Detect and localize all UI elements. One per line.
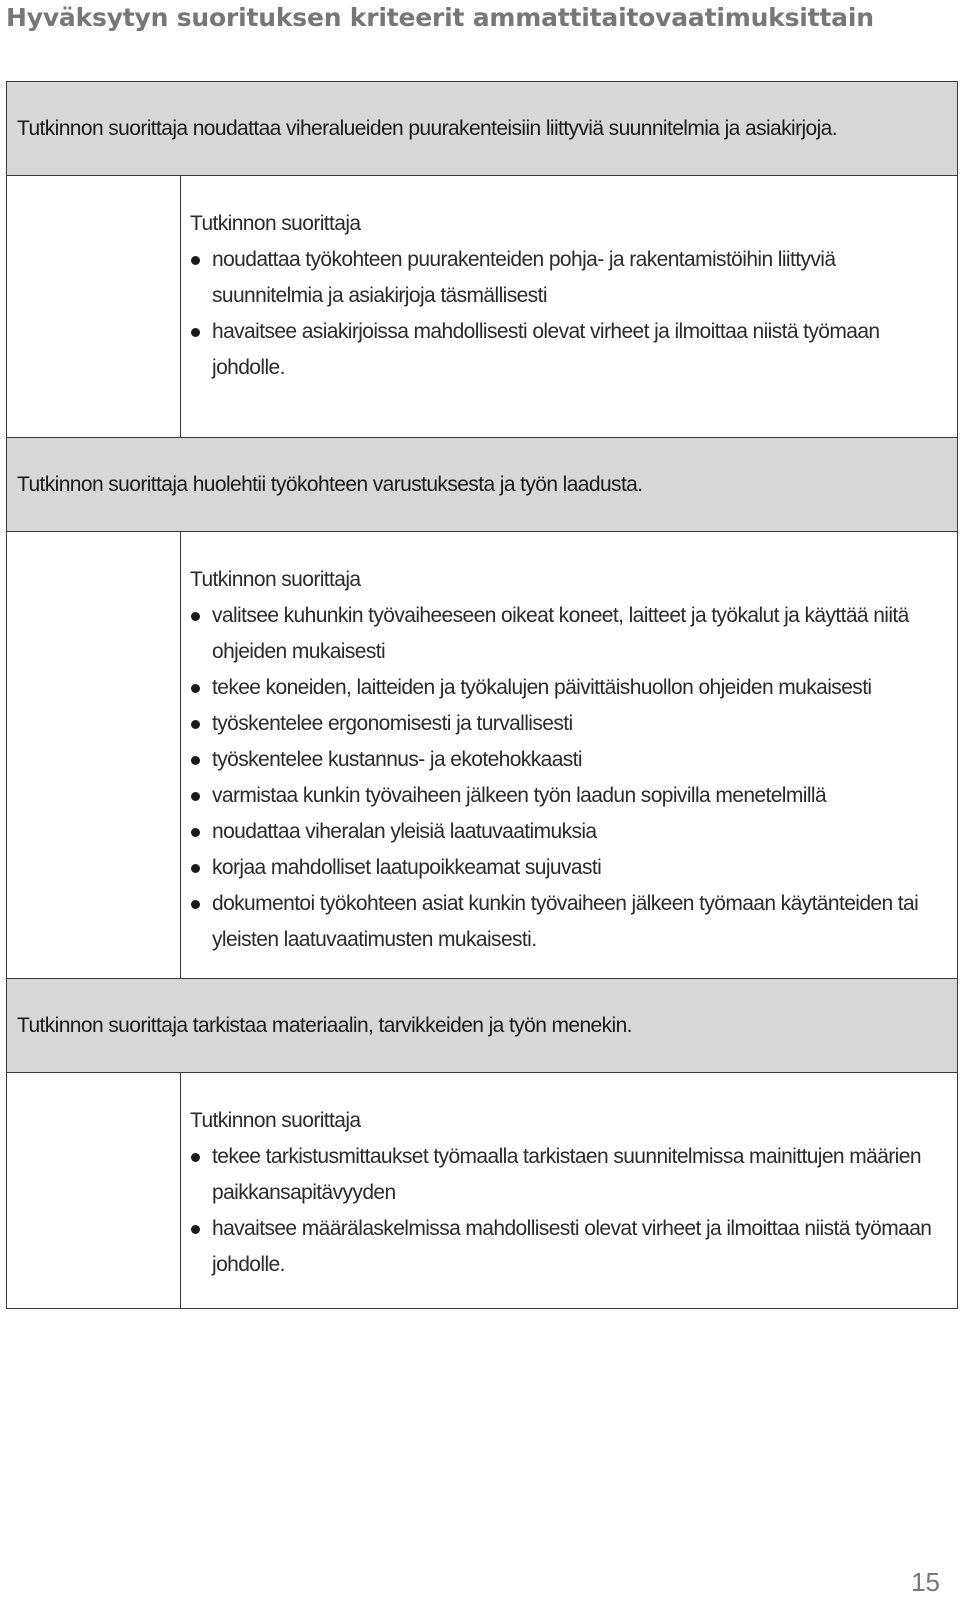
section-intro: Tutkinnon suorittaja [190, 212, 361, 235]
list-item: tekee koneiden, laitteiden ja työkalujen päivittäishuollon ohjeiden mukaisesti [190, 670, 947, 706]
list-item: varmistaa kunkin työvaiheen jälkeen työn laadun sopivilla menetelmillä [190, 778, 947, 814]
list-item: havaitsee asiakirjoissa mahdollisesti olevat virheet ja ilmoittaa niistä työmaan johdolle. [190, 314, 947, 386]
criteria-list [190, 242, 947, 386]
section-heading: Tutkinnon suorittaja noudattaa viheralueiden puurakenteisiin liittyviä suunnitelmia ja asiakirjoja. [7, 82, 958, 176]
section-body [181, 532, 958, 979]
section-intro: Tutkinnon suorittaja [190, 568, 361, 591]
section-body-row [7, 176, 958, 438]
list-item: dokumentoi työkohteen asiat kunkin työvaiheen jälkeen työmaan käytänteiden tai yleisten laatuvaatimusten mukaisesti. [190, 886, 947, 958]
section-intro: Tutkinnon suorittaja [190, 1109, 361, 1132]
section-body-row [7, 532, 958, 979]
section-body [181, 1073, 958, 1309]
page-title: Hyväksytyn suorituksen kriteerit ammattitaitovaatimuksittain [6, 3, 874, 32]
list-item: työskentelee kustannus- ja ekotehokkaasti [190, 742, 947, 778]
indent-cell [7, 176, 181, 438]
section-body-row [7, 1073, 958, 1309]
indent-cell [7, 532, 181, 979]
list-item: työskentelee ergonomisesti ja turvallisesti [190, 706, 947, 742]
section-heading-row [7, 82, 958, 176]
list-item: tekee tarkistusmittaukset työmaalla tarkistaen suunnitelmissa mainittujen määrien paikkansapitävyyden [190, 1139, 947, 1211]
section-heading: Tutkinnon suorittaja tarkistaa materiaalin, tarvikkeiden ja työn menekin. [7, 979, 958, 1073]
section-heading-row [7, 979, 958, 1073]
page-number: 15 [911, 1567, 940, 1597]
list-item: noudattaa työkohteen puurakenteiden pohja- ja rakentamistöihin liittyviä suunnitelmia ja asiakirjoja täsmällisesti [190, 242, 947, 314]
indent-cell [7, 1073, 181, 1309]
section-heading-row [7, 438, 958, 532]
list-item: havaitsee määrälaskelmissa mahdollisesti olevat virheet ja ilmoittaa niistä työmaan johdolle. [190, 1211, 947, 1283]
list-item: valitsee kuhunkin työvaiheeseen oikeat koneet, laitteet ja työkalut ja käyttää niitä ohjeiden mukaisesti [190, 598, 947, 670]
section-heading: Tutkinnon suorittaja huolehtii työkohteen varustuksesta ja työn laadusta. [7, 438, 958, 532]
section-body [181, 176, 958, 438]
list-item: noudattaa viheralan yleisiä laatuvaatimuksia [190, 814, 947, 850]
criteria-table [6, 81, 958, 1309]
list-item: korjaa mahdolliset laatupoikkeamat sujuvasti [190, 850, 947, 886]
criteria-list [190, 1139, 947, 1283]
criteria-list [190, 598, 947, 958]
